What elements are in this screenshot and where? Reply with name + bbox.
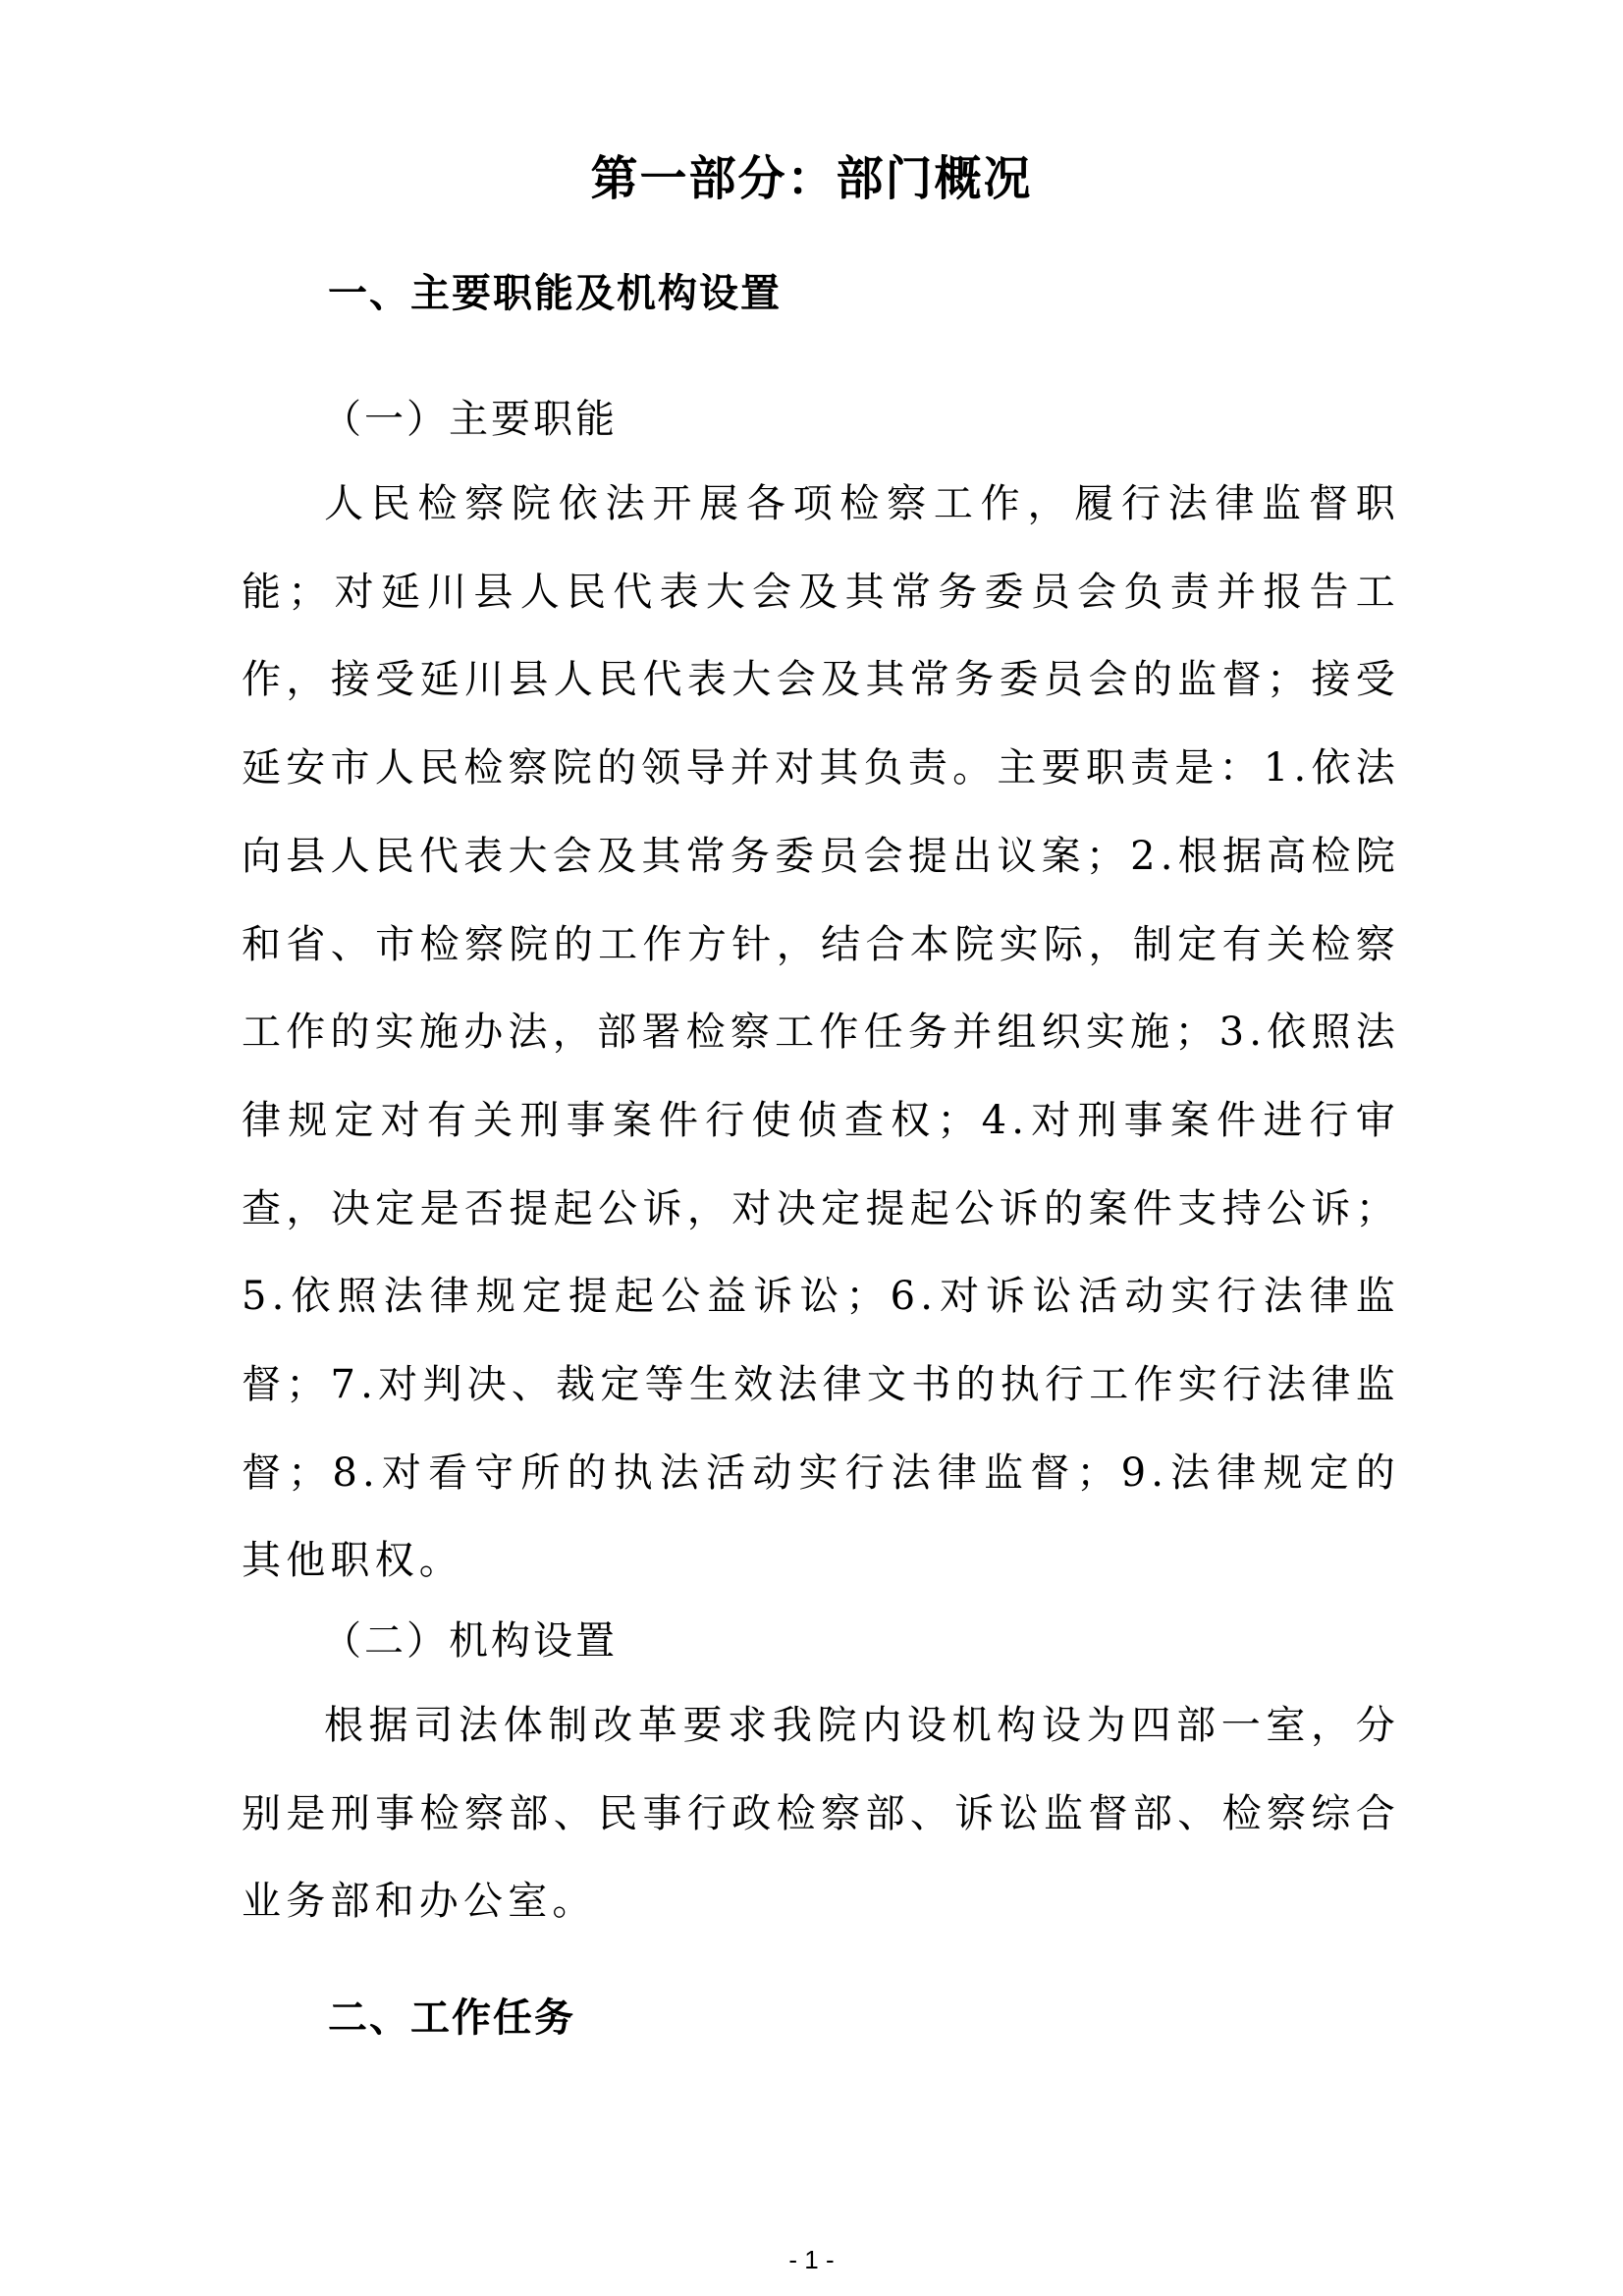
section-1-heading: 一、主要职能及机构设置 bbox=[328, 271, 782, 316]
part-title: 第一部分：部门概况 bbox=[590, 151, 1033, 206]
section-2-heading: 二、工作任务 bbox=[328, 1995, 575, 2041]
subsection-2-heading: （二）机构设置 bbox=[322, 1618, 618, 1664]
page-number: - 1 - bbox=[788, 2245, 835, 2274]
main-functions-paragraph: 人民检察院依法开展各项检察工作，履行法律监督职能；对延川县人民代表大会及其常务委员会负责并报告工作，接受延川县人民代表大会及其常务委员会的监督；接受延安市人民检察院的领导并对其负责。主要职责是：1.依法向县人民代表大会及其常务委员会提出议案；2.根据高检院和省、市检察院的工作方针，结合本院实际，制定有关检察工作的实施办法，部署检察工作任务并组织实施；3.依照法律规定对有关刑事案件行使侦查权；4.对刑事案件进行审查，决定是否提起公诉，对决定提起公诉的案件支持公诉；5.依照法律规定提起公益诉讼；6.对诉讼活动实行法律监督；7.对判决、裁定等生效法律文书的执行工作实行法律监督；8.对看守所的执法活动实行法律监督；9.法律规定的其他职权。 bbox=[242, 481, 1400, 1584]
subsection-1-heading: （一）主要职能 bbox=[322, 397, 618, 442]
organization-paragraph: 根据司法体制改革要求我院内设机构设为四部一室，分别是刑事检察部、民事行政检察部、诉讼监督部、检察综合业务部和办公室。 bbox=[242, 1703, 1400, 1925]
